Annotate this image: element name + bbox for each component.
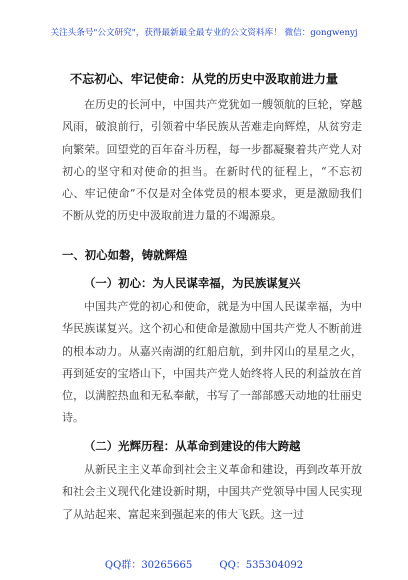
footer-qq-number: QQ：535304092 <box>219 560 304 571</box>
footer-contact <box>0 556 408 571</box>
footer-qq-group: QQ群：30265665 <box>104 560 193 571</box>
document-title: 不忘初心、牢记使命：从党的历史中汲取前进力量 <box>69 72 339 86</box>
subsection-1-paragraph: 中国共产党的初心和使命，就是为中国人民谋幸福，为中华民族谋复兴。这个初心和使命是激励中国共产党人不断前进的根本动力。从嘉兴南湖的红船启航，到井冈山的星星之火，再到延安的宝塔山下，中国共产党人始终将人民的利益放在首位，以满腔热血和无私奉献，书写了一部部感天动地的壮丽史诗。 <box>62 300 362 425</box>
section-heading-1: 一、初心如磐，铸就辉煌 <box>62 248 188 262</box>
subsection-heading-1: （一）初心：为人民谋幸福，为民族谋复兴 <box>84 276 301 290</box>
header-promo-note: 关注头条号"公文研究"，获得最新最全最专业的公文资料库！ 微信：gongwenyj <box>50 28 358 38</box>
intro-paragraph: 在历史的长河中，中国共产党犹如一艘领航的巨轮，穿越风雨，破浪前行，引领着中华民族从苦难走向辉煌，从贫穷走向繁荣。回望党的百年奋斗历程，每一步都凝聚着共产党人对初心的坚守和对使命的担当。在新时代的征程上，“不忘初心、牢记使命”不仅是对全体党员的根本要求，更是激励我们不断从党的历史中汲取前进力量的不竭源泉。 <box>62 98 362 223</box>
subsection-heading-2: （二）光辉历程：从革命到建设的伟大跨越 <box>84 439 301 453</box>
subsection-2-paragraph: 从新民主主义革命到社会主义革命和建设，再到改革开放和社会主义现代化建设新时期，中国共产党领导中国人民实现了从站起来、富起来到强起来的伟大飞跃。这一过 <box>62 463 362 521</box>
